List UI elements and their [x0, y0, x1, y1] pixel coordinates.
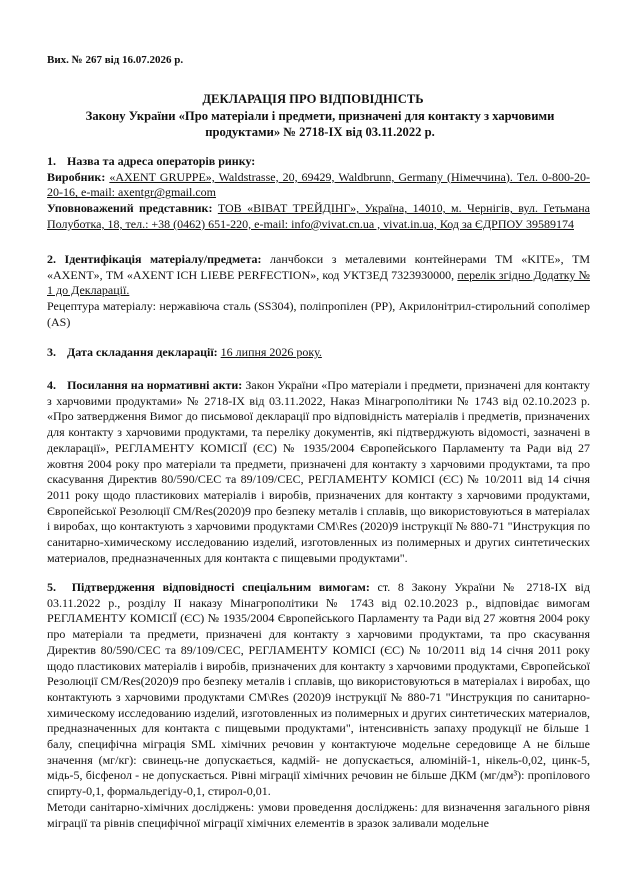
declaration-date: 16 липня 2026 року.: [220, 345, 322, 359]
section-number: 2.: [47, 252, 56, 266]
material-recipe: Рецептура матеріалу: нержавіюча сталь (SS304), поліпропілен (PP), Акрилонітрил-стирольний сополімер (AS): [47, 299, 590, 329]
section-operators: [47, 154, 590, 233]
representative-label: Уповноважений представник:: [47, 201, 213, 216]
section-normative-acts: [47, 378, 590, 566]
section-heading: Дата складання декларації:: [67, 345, 218, 359]
section-date: [47, 345, 590, 361]
section-number: 3.: [47, 345, 56, 359]
requirements-text: ст. 8 Закону України № 2718-IX від 03.11.2022 р., розділу ІІ наказу Мінагрополітики № 1743 від 02.10.2023 р., відповідає вимогам РЕГЛАМЕНТУ КОМІСІЇ (ЄС) № 1935/2004 Європейського Парламенту та Ради від 27 жовтня 2004 року про матеріали та предмети, призначені для контакту з харчовими продуктами, та про скасування Директив 80/590/СЕС та 89/109/СЕС, РЕГЛАМЕНТУ КОМІСІ (ЄС) № 10/2011 від 14 січня 2011 року щодо пластикових матеріалів і виробів, призначених для контакту з харчовими продуктами, Європейської Резолюції CM/Res(2020)9 про безпеку металів і сплавів, що використовуються в матеріалах і виробах, що контактують з харчовими продуктами CM\Res (2020)9 інструкції № 880-71 "Инструкция по санитарно-химическому исследованию изделий, изготовленных из полимерных и других синтетических материалов, предназначенных для контакта с пищевыми продуктами", інтенсивність запаху продукції не більше 1 балу, специфічна міграція SML хімічних речовин у контактуюче модельне середовище А не більше значення (мг/кг): свинець-не допускається, кадмій- не допускається, алюміній-1, нікель-0,02, цинк-5, мідь-5, бісфенол - не допускається. Рівні міграції хімічних речовин не більше ДКМ (мг/дм³): пропілового спирту-0,1, формальдегіду-0,1, стирол-0,01.: [47, 580, 590, 799]
section-special-requirements: [47, 580, 590, 831]
annex-reference-link[interactable]: перелік згідно Додатку № 1 до Декларації.: [47, 267, 591, 298]
manufacturer-label: Виробник:: [47, 169, 106, 184]
section-heading: Назва та адреса операторів ринку:: [67, 154, 256, 168]
section-heading: Посилання на нормативні акти:: [67, 378, 243, 392]
product-description: ланчбокси з металевими контейнерами ТМ «KITE», ТМ «AXENT», ТМ «AXENT ICH LIEBE PERFECTION», код УКТЗЕД 7323930000,: [47, 252, 591, 282]
research-methods-text: Методи санітарно-хімічних досліджень: умови проведення досліджень: для визначення загального рівня міграції та рівнів специфічної міграції хімічних елементів в зразок заливали модельне: [47, 799, 590, 830]
normative-acts-text: Закон України «Про матеріали і предмети, призначені для контакту з харчовими продуктами» № 2718-IX від 03.11.2022, Наказ Мінагрополітики № 1743 від 02.10.2023 р. «Про затвердження Вимог до письмової декларації про відповідність матеріалів і предметів, призначених для контакту з харчовими продуктами, та переліку документів, які підтверджують відомості, зазначені в декларації», РЕГЛАМЕНТУ КОМІСІЇ (ЄС) № 1935/2004 Європейського Парламенту та Ради від 27 жовтня 2004 року про матеріали та предмети, призначені для контакту з харчовими продуктами, та про скасування Директив 80/590/СЕС та 89/109/СЕС, РЕГЛАМЕНТУ КОМІСІ (ЄС) № 10/2011 від 14 січня 2011 року щодо пластикових матеріалів і виробів, призначених для контакту з харчовими продуктами, Європейської Резолюції CM/Res(2020)9 про безпеку металів і сплавів, що використовуються в матеріалах і виробах, що контактують з харчовими продуктами CM\Res (2020)9 інструкції № 880-71 "Инструкция по санитарно-химическому исследованию изделий, изготовленных из полимерных и других синтетических материалов, предназначенных для контакта с пищевыми продуктами".: [47, 378, 591, 565]
document-title: ДЕКЛАРАЦІЯ ПРО ВІДПОВІДНІСТЬ: [202, 92, 424, 106]
section-number: 5.: [47, 580, 56, 594]
section-heading: Ідентифікація матеріалу/предмета:: [64, 252, 262, 266]
section-identification: [47, 252, 590, 331]
manufacturer-details: «AXENT GRUPPE», Waldstrasse, 20, 69429, Waldbrunn, Germany (Німеччина). Тел. 0-800-20-20-16, e-mail: axentgr@gmail.com: [47, 169, 590, 200]
outgoing-reference: Вих. № 267 від 16.07.2026 р.: [47, 54, 184, 66]
section-number: 4.: [47, 378, 56, 392]
section-heading: Підтвердження відповідності спеціальним вимогам:: [71, 580, 370, 594]
section-number: 1.: [47, 154, 56, 168]
document-subtitle: Закону України «Про матеріали і предмети, призначені для контакту з харчовими продуктами» № 2718-IX від 03.11.2022 р.: [85, 109, 555, 139]
representative-details: ТОВ «ВІВАТ ТРЕЙДІНГ», Україна, 14010, м. Чернігів, вул. Гетьмана Полуботка, 18, тел.: +38 (0462) 651-220, e-mail: info@vivat.cn.ua , vivat.in.ua, Код за ЄДРПОУ 39589174: [47, 201, 590, 231]
